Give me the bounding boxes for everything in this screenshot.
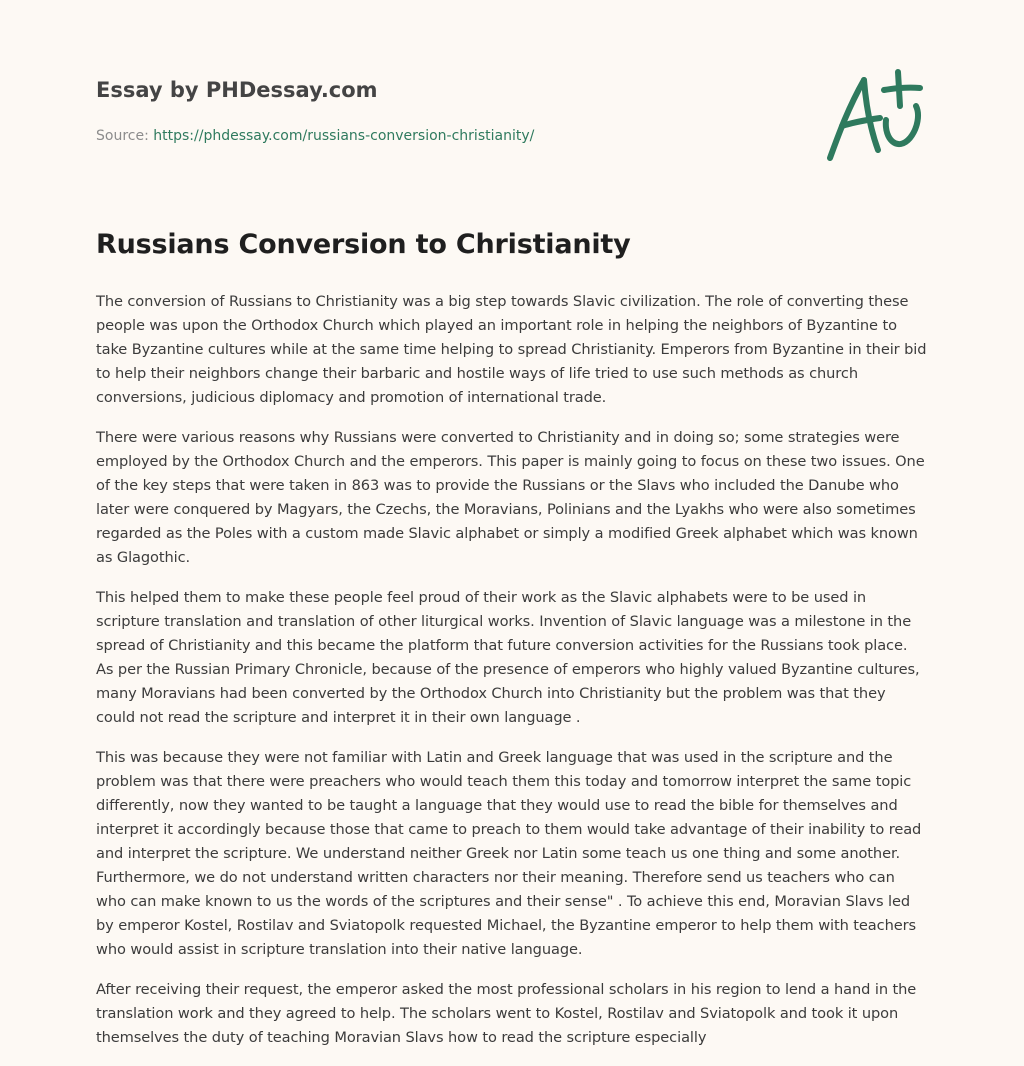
article-paragraph: This was because they were not familiar with Latin and Greek language that was used in the scripture and the problem was that there were preachers who would teach them this today and tomorrow interpret the same topic differently, now they wanted to be taught a language that they would use to read the bible for themselves and interpret it accordingly because those that came to preach to them would take advantage of their inability to read and interpret the scripture. We understand neither Greek nor Latin some teach us one thing and some another. Furthermore, we do not understand written characters nor their meaning. Therefore send us teachers who can who can make known to us the words of the scriptures and their sense" . To achieve this end, Moravian Slavs led by emperor Kostel, Rostilav and Sviatopolk requested Michael, the Byzantine emperor to help them with teachers who would assist in scripture translation into their native language. bbox=[96, 749, 922, 958]
source-label: Source: bbox=[96, 128, 149, 144]
article-paragraph: This helped them to make these people feel proud of their work as the Slavic alphabets were to be used in scripture translation and translation of other liturgical works. Invention of Slavic language was a milestone in the spread of Christianity and this became the platform that future conversion activities for the Russians took place. As per the Russian Primary Chronicle, because of the presence of emperors who highly valued Byzantine cultures, many Moravians had been converted by the Orthodox Church into Christianity but the problem was that they could not read the scripture and interpret it in their own language . bbox=[96, 589, 920, 726]
source-link[interactable]: https://phdessay.com/russians-conversion-christianity/ bbox=[153, 128, 535, 144]
article-paragraph: There were various reasons why Russians were converted to Christianity and in doing so; some strategies were employed by the Orthodox Church and the emperors. This paper is mainly going to focus on these two issues. One of the key steps that were taken in 863 was to provide the Russians or the Slavs who included the Danube who later were conquered by Magyars, the Czechs, the Moravians, Polinians and the Lyakhs who were also sometimes regarded as the Poles with a custom made Slavic alphabet or simply a modified Greek alphabet which was known as Glagothic. bbox=[96, 429, 925, 566]
a-plus-grade-icon bbox=[820, 66, 930, 166]
page-header bbox=[96, 76, 776, 146]
source-line bbox=[96, 126, 776, 146]
article bbox=[96, 226, 928, 1066]
article-paragraph: The conversion of Russians to Christianity was a big step towards Slavic civilization. The role of converting these people was upon the Orthodox Church which played an important role in helping the neighbors of Byzantine to take Byzantine cultures while at the same time helping to spread Christianity. Emperors from Byzantine in their bid to help their neighbors change their barbaric and hostile ways of life tried to use such methods as church conversions, judicious diplomacy and promotion of international trade. bbox=[96, 293, 927, 406]
site-brand: Essay by PHDessay.com bbox=[96, 78, 378, 102]
article-title: Russians Conversion to Christianity bbox=[96, 229, 631, 260]
article-paragraph: After receiving their request, the emperor asked the most professional scholars in his region to lend a hand in the translation work and they agreed to help. The scholars went to Kostel, Rostilav and Sviatopolk and took it upon themselves the duty of teaching Moravian Slavs how to read the scripture especially bbox=[96, 981, 917, 1046]
